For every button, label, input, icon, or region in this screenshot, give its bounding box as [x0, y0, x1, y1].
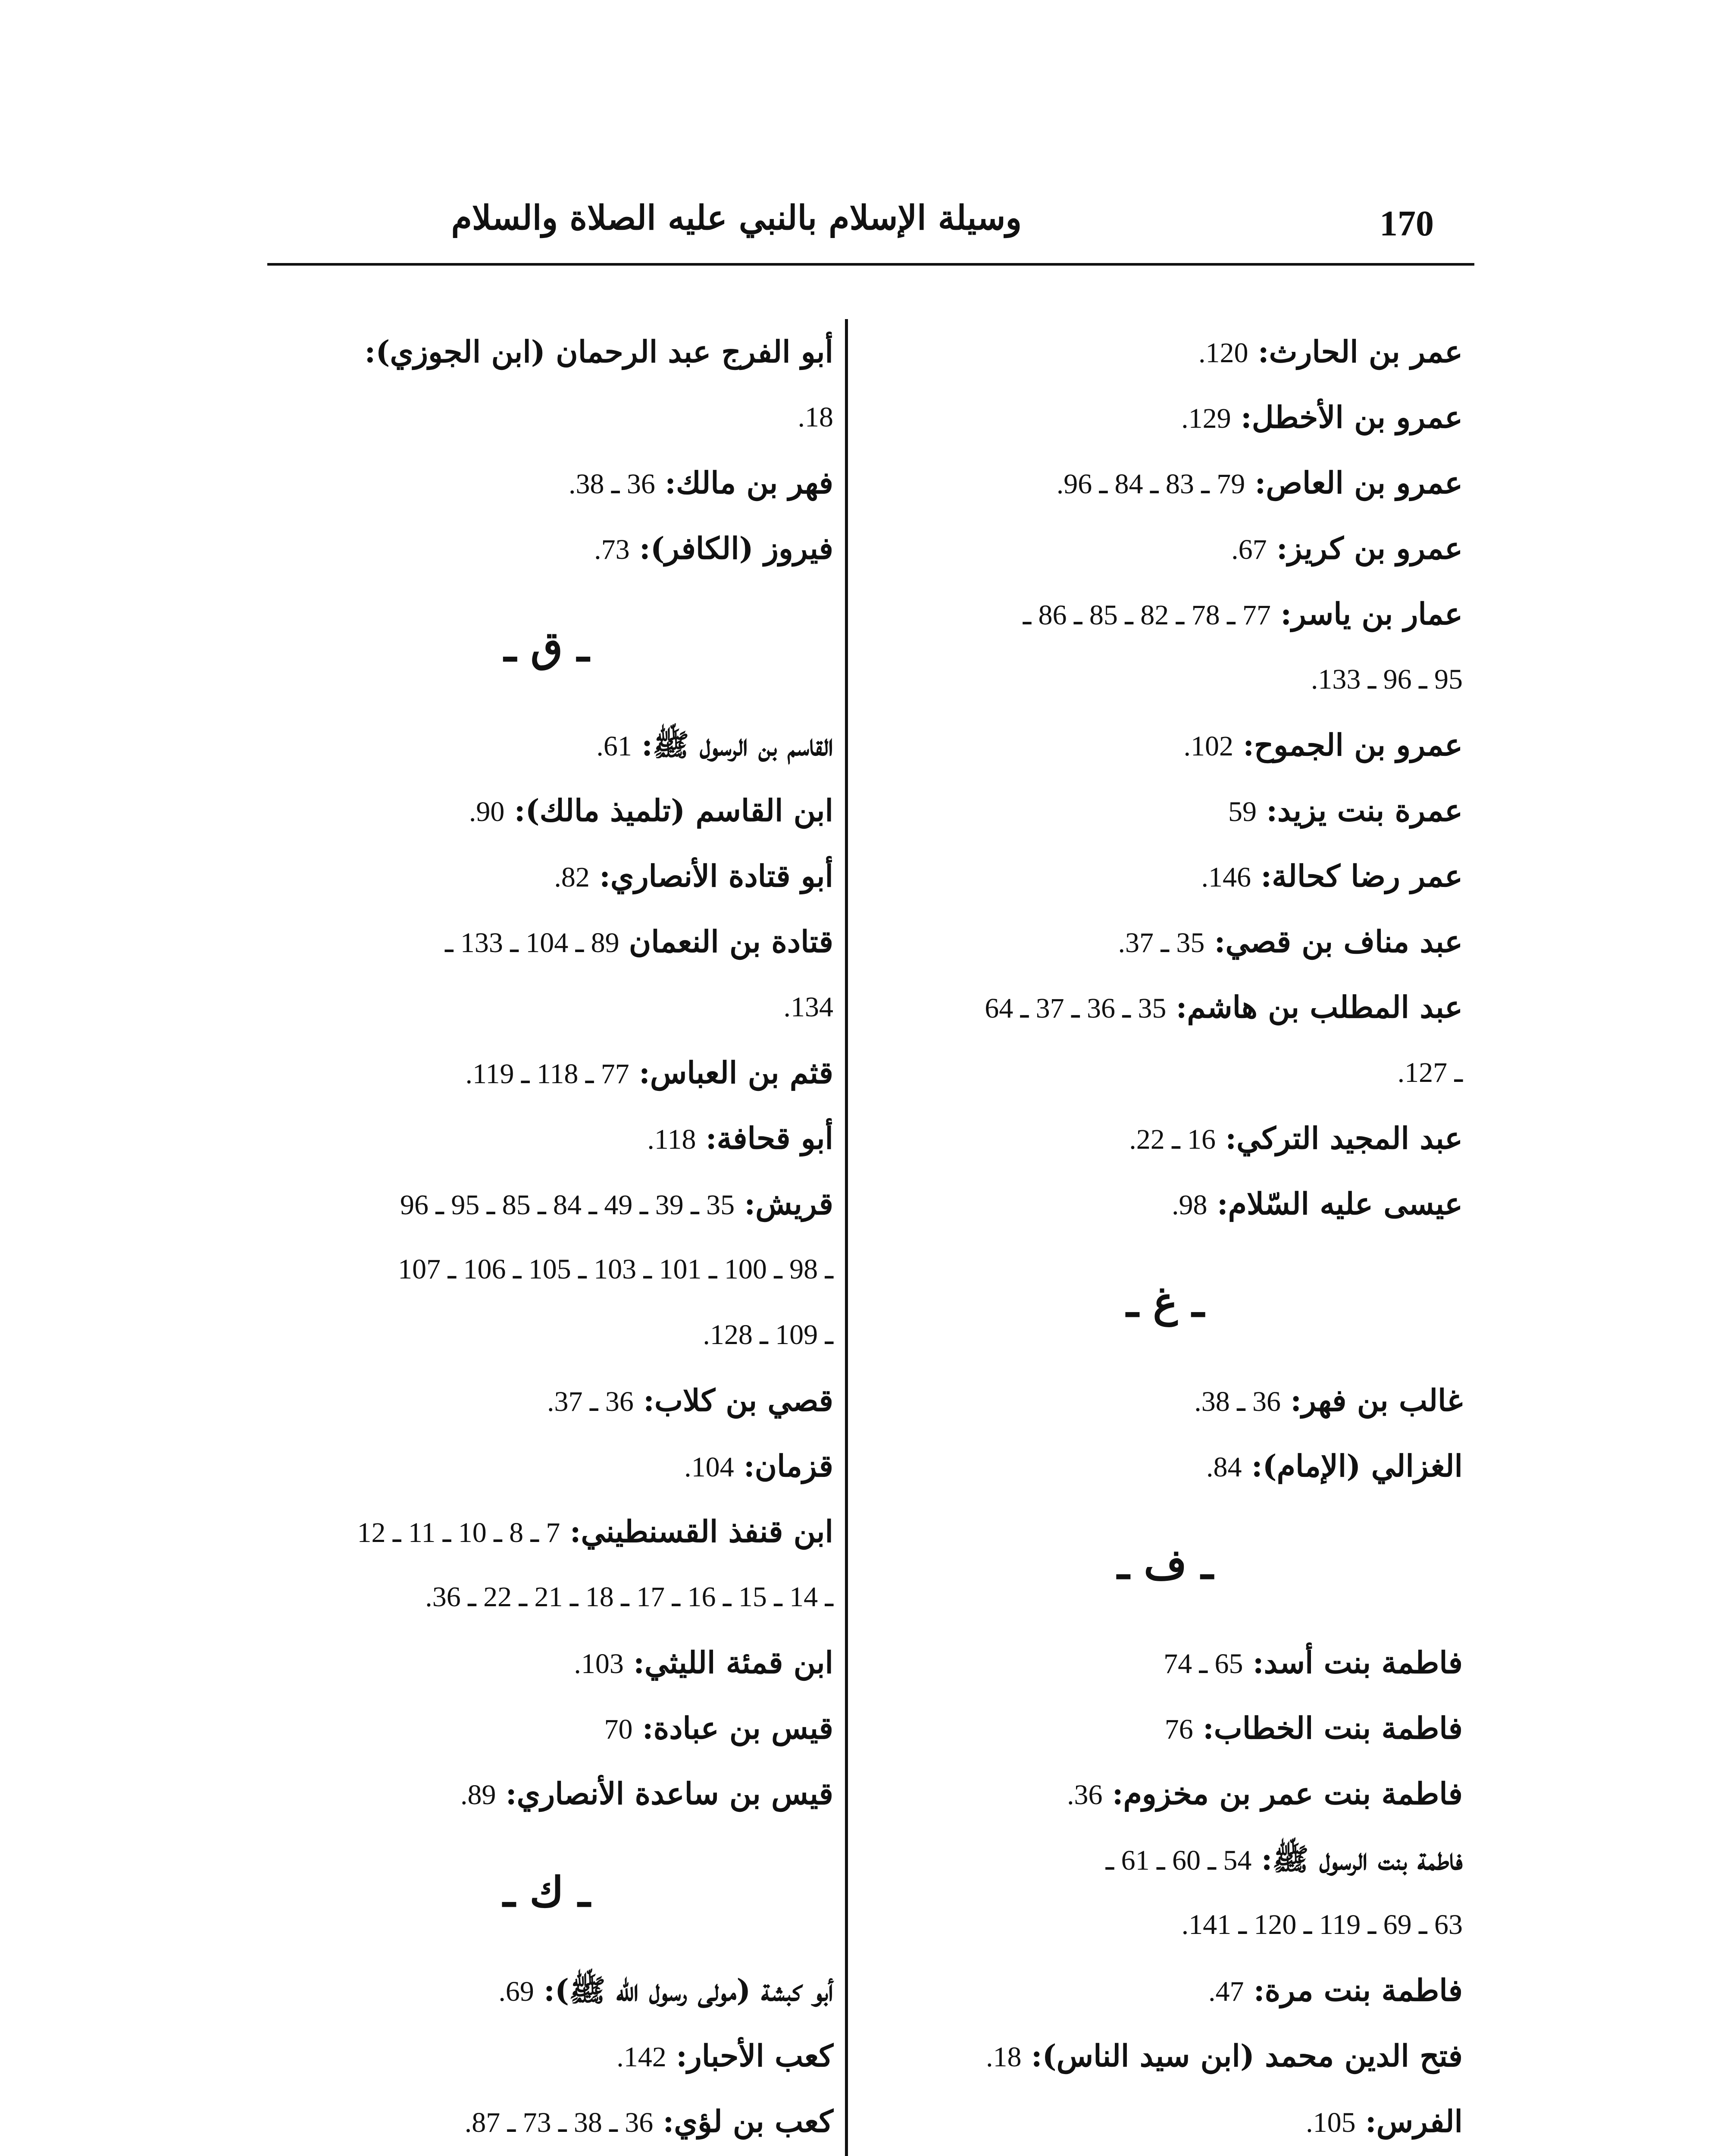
index-entry-pages: 70	[604, 1714, 633, 1745]
index-entry-pages: 103.	[574, 1648, 624, 1680]
index-entry-continuation: ـ 127.	[1397, 1057, 1463, 1088]
index-entry	[260, 909, 833, 975]
index-entry	[260, 1433, 833, 1499]
index-entry-pages: 35 ـ 36 ـ 37 ـ 64	[985, 993, 1167, 1024]
index-entry	[868, 516, 1463, 581]
index-entry-name: غالب بن فهر:	[1290, 1382, 1463, 1418]
index-entry	[868, 778, 1463, 843]
index-entry-pages: 90.	[469, 796, 505, 827]
index-entry-name: كعب بن لؤي:	[663, 2103, 833, 2139]
index-entry-pages: 35 ـ 39 ـ 49 ـ 84 ـ 85 ـ 95 ـ 96	[400, 1189, 735, 1221]
index-entry	[260, 1040, 833, 1106]
index-entry	[260, 1106, 833, 1171]
index-entry-pages: 36 ـ 38 ـ 73 ـ 87.	[464, 2107, 654, 2138]
index-entry	[868, 2154, 1463, 2156]
index-entry-pages: 76	[1164, 1714, 1193, 1745]
index-entry-pages: 104.	[684, 1451, 734, 1483]
index-entry-pages: 82.	[554, 862, 590, 893]
index-entry-name: الفرس:	[1365, 2103, 1463, 2139]
index-entry-name: فاطمة بنت أسد:	[1252, 1645, 1463, 1680]
index-entry-pages: 59	[1228, 796, 1257, 827]
index-entry-continuation: 134.	[783, 991, 833, 1023]
index-entry-name: أبو قحافة:	[705, 1120, 833, 1156]
index-entry-pages: 69.	[498, 1976, 534, 2007]
index-entry-name: قيس بن ساعدة الأنصاري:	[505, 1776, 833, 1811]
index-entry	[868, 1958, 1463, 2023]
index-entry-name: أبو الفرج عبد الرحمان (ابن الجوزي):	[364, 334, 833, 370]
index-entry-pages: 77 ـ 78 ـ 82 ـ 85 ـ 86 ـ	[1023, 599, 1271, 631]
index-entry-name: أبو كبشة (مولى رسول الله ﷺ):	[544, 1972, 833, 2008]
section-letter-heading: ـ ف ـ	[1117, 1540, 1214, 1589]
index-entry	[868, 2089, 1463, 2154]
index-entry-pages: 16 ـ 22.	[1129, 1124, 1216, 1155]
index-entry-pages: 89.	[460, 1779, 496, 1811]
index-entry	[868, 1433, 1463, 1499]
index-entry-pages: 102.	[1183, 730, 1233, 762]
index-entry-continuation: ـ 14 ـ 15 ـ 16 ـ 17 ـ 18 ـ 21 ـ 22 ـ 36.	[425, 1581, 833, 1613]
index-entry	[260, 516, 833, 581]
running-title: وسيلة الإسلام بالنبي عليه الصلاة والسلام	[451, 198, 1022, 238]
index-entry	[868, 1695, 1463, 1761]
index-entry-name: قثم بن العباس:	[639, 1055, 833, 1091]
index-entry-name: عمرو بن كريز:	[1276, 530, 1463, 566]
index-entry-name: عبد المجيد التركي:	[1225, 1120, 1463, 1156]
index-entry	[868, 975, 1463, 1040]
index-entry-name: فاطمة بنت عمر بن مخزوم:	[1112, 1776, 1463, 1811]
index-entry-name: الغزالي (الإمام):	[1251, 1448, 1463, 1484]
index-entry-name: فاطمة بنت مرة:	[1253, 1972, 1463, 2008]
index-entry-pages: 98.	[1172, 1189, 1208, 1221]
index-entry	[260, 1499, 833, 1564]
index-entry-pages: 84.	[1206, 1451, 1242, 1483]
index-entry-name: قزمان:	[743, 1448, 833, 1484]
index-entry	[868, 1106, 1463, 1171]
index-entry-name: عمار بن ياسر:	[1280, 596, 1463, 632]
index-entry-name: عمرو بن العاص:	[1254, 465, 1463, 501]
index-entry-pages: 120.	[1198, 337, 1248, 369]
index-entry	[868, 1827, 1463, 1892]
index-entry-pages: 105.	[1306, 2107, 1356, 2138]
index-entry	[260, 1761, 833, 1827]
index-entry-name: القاسم بن الرسول ﷺ:	[641, 727, 833, 763]
page-number: 170	[1380, 204, 1434, 244]
index-entry	[868, 450, 1463, 516]
index-entry-pages: 142.	[616, 2041, 666, 2073]
column-divider	[845, 319, 848, 2156]
index-entry	[868, 1630, 1463, 1695]
index-entry-pages: 65 ـ 74	[1164, 1648, 1243, 1680]
index-entry-name: ابن قمئة الليثي:	[633, 1645, 833, 1680]
index-entry-name: عمر بن الحارث:	[1258, 334, 1463, 370]
index-entry-name: فهر بن مالك:	[665, 465, 833, 501]
index-entry-pages: 18.	[985, 2041, 1022, 2073]
index-entry-continuation: ـ 109 ـ 128.	[703, 1319, 833, 1351]
index-entry-name: قريش:	[744, 1186, 833, 1222]
index-entry	[260, 2089, 833, 2154]
index-entry-pages: 118.	[647, 1124, 696, 1155]
section-letter-heading: ـ ق ـ	[504, 622, 589, 671]
index-entry	[260, 1368, 833, 1433]
index-entry	[260, 712, 833, 778]
index-entry	[868, 319, 1463, 385]
index-entry-name: عمرو بن الأخطل:	[1240, 399, 1463, 435]
index-entry	[868, 1761, 1463, 1827]
index-entry	[868, 843, 1463, 909]
index-entry	[868, 1368, 1463, 1433]
index-entry-name: قتادة بن النعمان	[629, 924, 833, 959]
index-entry-name: ابن قنفذ القسنطيني:	[569, 1514, 833, 1549]
index-entry-pages: 36 ـ 38.	[1194, 1386, 1281, 1417]
index-entry-name: قصي بن كلاب:	[643, 1382, 833, 1418]
index-entry-pages: 79 ـ 83 ـ 84 ـ 96.	[1056, 468, 1245, 500]
index-entry-pages: 36 ـ 38.	[569, 468, 655, 500]
index-entry-name: كعب الأحبار:	[676, 2038, 833, 2074]
index-entry-name: فيروز (الكافر):	[639, 530, 833, 566]
index-entry-pages: 67.	[1231, 534, 1267, 565]
index-entry-name: قيس بن عبادة:	[642, 1710, 833, 1746]
index-entry-name: عمر رضا كحالة:	[1261, 858, 1463, 894]
index-entry	[868, 1171, 1463, 1237]
index-entry	[260, 2023, 833, 2089]
index-entry-name: فاطمة بنت الخطاب:	[1202, 1710, 1463, 1746]
index-entry	[868, 2023, 1463, 2089]
index-entry	[260, 778, 833, 843]
index-entry-pages: 36 ـ 37.	[547, 1386, 634, 1417]
index-entry-pages: 36.	[1067, 1779, 1103, 1811]
index-entry-continuation: ـ 98 ـ 100 ـ 101 ـ 103 ـ 105 ـ 106 ـ 107	[398, 1253, 833, 1285]
index-entry	[260, 450, 833, 516]
index-entry-name: عمرة بنت يزيد:	[1266, 793, 1463, 828]
section-letter-heading: ـ غ ـ	[1126, 1278, 1204, 1326]
section-letter-heading: ـ ك ـ	[503, 1868, 591, 1916]
index-column-right	[868, 319, 1463, 2156]
index-entry-name: عيسى عليه السّلام:	[1217, 1186, 1463, 1222]
index-entry-pages: 35 ـ 37.	[1118, 927, 1205, 959]
index-entry	[868, 385, 1463, 450]
index-entry-name: فتح الدين محمد (ابن سيد الناس):	[1031, 2038, 1463, 2074]
index-entry	[868, 581, 1463, 647]
index-entry-pages: 89 ـ 104 ـ 133 ـ	[445, 927, 619, 959]
index-entry	[260, 1171, 833, 1237]
index-entry-pages: 129.	[1181, 403, 1231, 434]
index-entry-pages: 47.	[1208, 1976, 1244, 2007]
index-entry	[868, 712, 1463, 778]
index-entry-pages: 61.	[596, 730, 632, 762]
index-entry	[260, 1958, 833, 2023]
index-entry-name: عمرو بن الجموح:	[1243, 727, 1463, 763]
index-entry-continuation: 63 ـ 69 ـ 119 ـ 120 ـ 141.	[1181, 1909, 1463, 1940]
index-entry	[260, 1630, 833, 1695]
index-entry-pages: 73.	[594, 534, 630, 565]
index-entry-continuation: 18.	[798, 401, 833, 433]
index-entry-name: ابن القاسم (تلميذ مالك):	[514, 793, 833, 828]
index-entry-name: عبد مناف بن قصي:	[1214, 924, 1463, 959]
index-entry-pages: 54 ـ 60 ـ 61 ـ	[1105, 1845, 1252, 1876]
index-entry	[260, 1695, 833, 1761]
page-header	[267, 190, 1474, 266]
index-entry-name: عبد المطلب بن هاشم:	[1176, 989, 1463, 1025]
index-entry-pages: 7 ـ 8 ـ 10 ـ 11 ـ 12	[357, 1517, 560, 1548]
index-entry	[260, 843, 833, 909]
index-entry-pages: 77 ـ 118 ـ 119.	[465, 1058, 629, 1090]
index-entry	[868, 909, 1463, 975]
index-entry-name: أبو قتادة الأنصاري:	[599, 858, 833, 894]
index-entry	[260, 319, 833, 385]
index-entry	[260, 2154, 833, 2156]
index-entry-name: فاطمة بنت الرسول ﷺ:	[1261, 1841, 1463, 1877]
index-entry-continuation: 95 ـ 96 ـ 133.	[1311, 664, 1463, 695]
index-entry-pages: 146.	[1201, 862, 1251, 893]
index-column-left	[260, 319, 833, 2156]
